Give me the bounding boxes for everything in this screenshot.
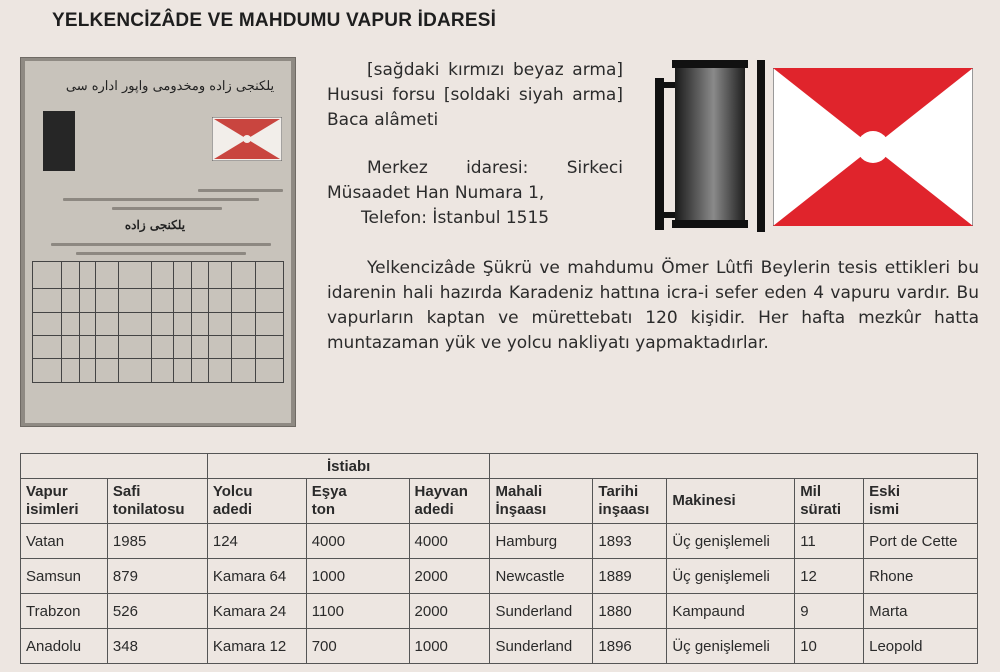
document-flag-icon <box>212 117 282 161</box>
table-body <box>21 524 978 664</box>
black-funnel-mark <box>43 111 75 171</box>
table-cell: Newcastle <box>490 559 593 594</box>
table-cell: 1896 <box>593 629 667 664</box>
table-cell: Leopold <box>864 629 978 664</box>
table-cell: Üç genişlemeli <box>667 629 795 664</box>
flag-description: [sağdaki kırmızı beyaz arma] Hususi forsu [soldaki siyah arma] Baca alâmeti <box>327 60 623 130</box>
table-cell: 1880 <box>593 594 667 629</box>
speed-header: Mil sürati <box>795 479 864 524</box>
table-cell: Sunderland <box>490 629 593 664</box>
historical-document-image <box>20 57 296 427</box>
engine-header: Makinesi <box>667 479 795 524</box>
table-cell: 4000 <box>306 524 409 559</box>
build-place-header: Mahali İnşaası <box>490 479 593 524</box>
table-cell: 1889 <box>593 559 667 594</box>
document-subtitle: یلکنجی زاده <box>124 218 186 232</box>
table-cell: Samsun <box>21 559 108 594</box>
table-cell: 348 <box>107 629 207 664</box>
table-cell: 700 <box>306 629 409 664</box>
table-cell: 1000 <box>409 629 490 664</box>
net-tonnage-header: Safi tonilatosu <box>107 479 207 524</box>
table-cell: 526 <box>107 594 207 629</box>
address-line-3: Telefon: İstanbul 1515 <box>361 208 550 228</box>
document-header-text: یلکنجی زاده ومخدومی واپور اداره سی <box>65 79 275 94</box>
blank-group-cell <box>21 454 208 479</box>
table-header-row <box>21 479 978 524</box>
table-cell: Kamara 24 <box>207 594 306 629</box>
address-line-2: Müsaadet Han Numara 1, <box>327 183 545 203</box>
company-description: Yelkencizâde Şükrü ve mahdumu Ömer Lûtfi Beylerin tesis ettikleri bu idarenin hali hazırda Karadeniz hattına icra-i sefer eden 4 vapuru vardır. Bu vapurların kaptan ve mürettebatı 120 kişidir. Her hafta mezkûr hatta muntazaman yük ve yolcu nakliyatı yapmaktadırlar. <box>327 258 979 353</box>
table-cell: 124 <box>207 524 306 559</box>
table-row <box>21 559 978 594</box>
table-cell: Anadolu <box>21 629 108 664</box>
table-cell: 2000 <box>409 559 490 594</box>
capacity-group-header: İstiabı <box>207 454 490 479</box>
table-cell: Vatan <box>21 524 108 559</box>
document-text-lines-2 <box>39 237 283 261</box>
table-cell: 1000 <box>306 559 409 594</box>
animal-count-header: Hayvan adedi <box>409 479 490 524</box>
table-cell: 1893 <box>593 524 667 559</box>
table-cell: Sunderland <box>490 594 593 629</box>
table-row <box>21 629 978 664</box>
table-cell: 4000 <box>409 524 490 559</box>
table-cell: Port de Cette <box>864 524 978 559</box>
head-office-address <box>327 156 623 231</box>
passenger-count-header: Yolcu adedi <box>207 479 306 524</box>
table-row <box>21 524 978 559</box>
table-cell: 1985 <box>107 524 207 559</box>
page-title: YELKENCİZÂDE VE MAHDUMU VAPUR İDARESİ <box>52 10 497 31</box>
table-cell: 10 <box>795 629 864 664</box>
ships-table <box>20 453 978 664</box>
document-table <box>32 261 284 383</box>
table-cell: Rhone <box>864 559 978 594</box>
former-name-header: Eski ismi <box>864 479 978 524</box>
table-cell: Üç genişlemeli <box>667 559 795 594</box>
table-cell: 2000 <box>409 594 490 629</box>
table-cell: Trabzon <box>21 594 108 629</box>
table-cell: Kampaund <box>667 594 795 629</box>
table-cell: 1100 <box>306 594 409 629</box>
table-cell: Marta <box>864 594 978 629</box>
table-cell: 12 <box>795 559 864 594</box>
table-cell: Kamara 64 <box>207 559 306 594</box>
address-line-1: Merkez idaresi: Sirkeci <box>367 158 623 178</box>
ship-name-header: Vapur isimleri <box>21 479 108 524</box>
funnel-icon <box>655 60 765 232</box>
table-cell: 11 <box>795 524 864 559</box>
document-paper <box>25 61 291 423</box>
house-flag-icon <box>773 68 973 226</box>
table-cell: 9 <box>795 594 864 629</box>
table-group-header-row <box>21 454 978 479</box>
cargo-ton-header: Eşya ton <box>306 479 409 524</box>
build-date-header: Tarihi inşaası <box>593 479 667 524</box>
table-cell: Üç genişlemeli <box>667 524 795 559</box>
blank-group-cell <box>490 454 978 479</box>
table-cell: 879 <box>107 559 207 594</box>
table-cell: Kamara 12 <box>207 629 306 664</box>
table-row <box>21 594 978 629</box>
table-cell: Hamburg <box>490 524 593 559</box>
document-text-lines <box>39 183 283 216</box>
